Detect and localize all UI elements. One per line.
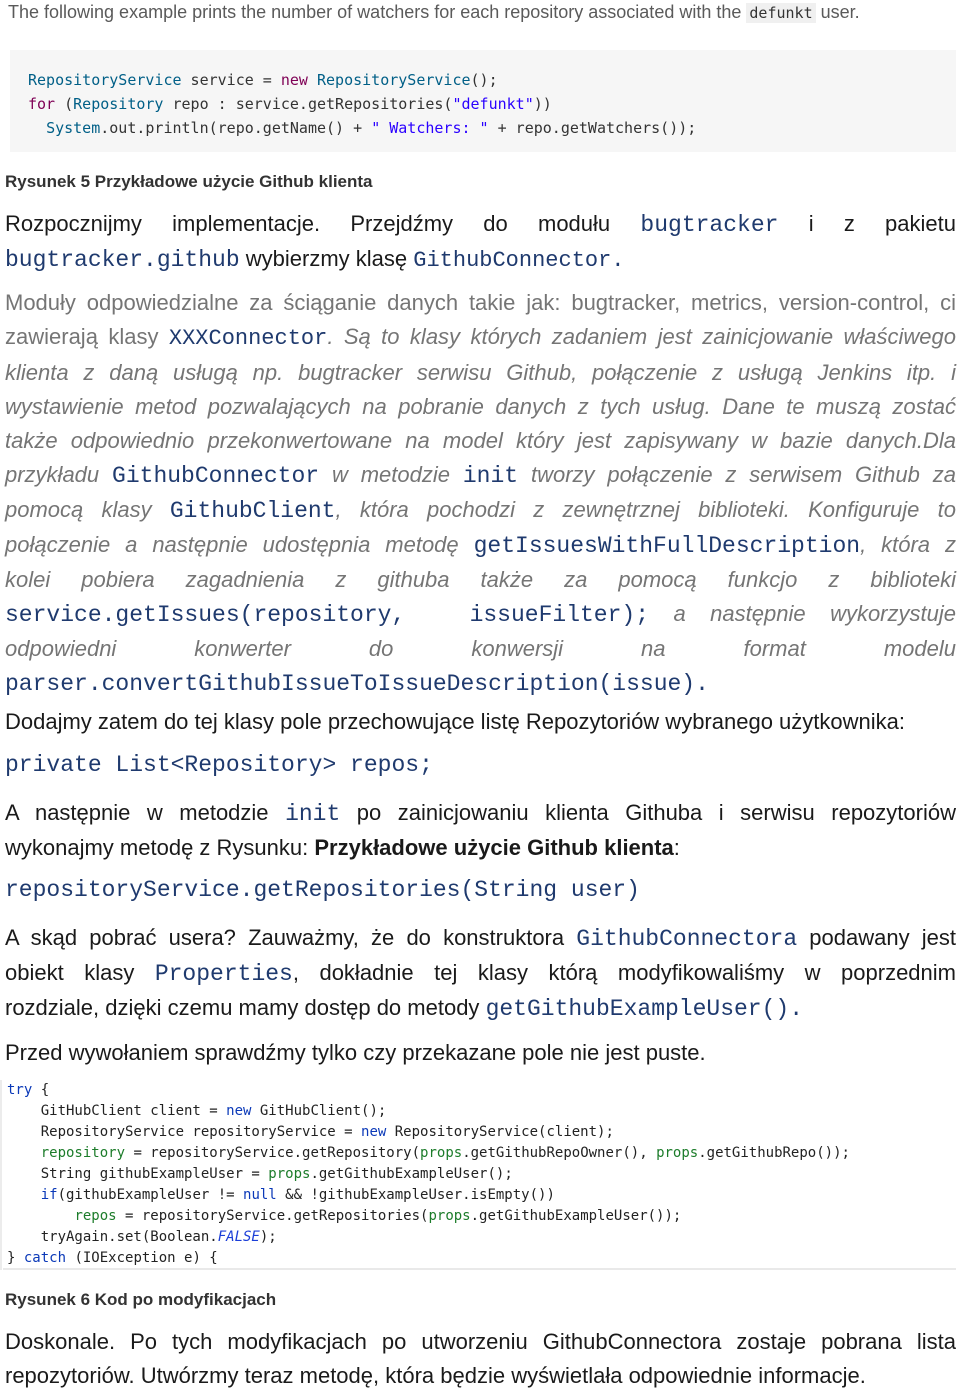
p1-text-2: i z pakietu (808, 211, 956, 236)
example-code-line-2: for (Repository repo : service.getRepositories("defunkt")) (28, 95, 552, 113)
code-line-2: GitHubClient client = new GitHubClient(); (7, 1103, 387, 1119)
p2-code-githubclient: GithubClient (169, 498, 336, 524)
intro-code: defunkt (746, 3, 815, 23)
intro-text (8, 2, 860, 23)
paragraph-7 (5, 1325, 956, 1393)
p5-code-githubconnectora: GithubConnectora (576, 926, 798, 952)
code-line-1: try { (7, 1082, 50, 1098)
p4-code-init: init (285, 801, 341, 827)
p2-line-4: wystawienie metod pozwalających na pobranie danych z tych usług. Dane te muszą zostać (5, 394, 956, 419)
p3-text: Dodajmy zatem do tej klasy pole przechowujące listę Repozytoriów wybranego użytkownika: (5, 709, 905, 734)
paragraph-5 (5, 921, 956, 1026)
p1-code-package: bugtracker.github (5, 247, 240, 273)
p2-code-connector: XXXConnector (168, 326, 328, 351)
p2-line-11: odpowiedni konwerter do konwersji na format modelu (5, 636, 956, 661)
p2-code-init: init (462, 463, 519, 489)
example-code-line-1: RepositoryService service = new RepositoryService(); (28, 71, 498, 89)
p7-line-1: Doskonale. Po tych modyfikacjach po utworzeniu GithubConnectora zostaje pobrana lista (5, 1329, 956, 1354)
paragraph-3 (5, 705, 956, 739)
p4-text-1: A następnie w metodzie (5, 800, 269, 825)
example-code-line-3: System.out.println(repo.getName() + " Watchers: " + repo.getWatchers()); (46, 119, 697, 137)
p5-code-properties: Properties (154, 961, 293, 987)
code-line-9: } catch (IOException e) { (7, 1250, 218, 1266)
intro-text-after: user. (820, 2, 860, 22)
figure-6-caption: Rysunek 6 Kod po modyfikacjach (5, 1290, 277, 1309)
p2-text-8: w metodzie (331, 462, 450, 487)
code-line-3: RepositoryService repositoryService = new RepositoryService(client); (7, 1124, 614, 1140)
paragraph-1 (5, 207, 956, 278)
p5-text-2: podawany jest (809, 925, 956, 950)
figure-5-caption: Rysunek 5 Przykładowe użycie Github klienta (5, 172, 373, 191)
p2-text-10: pomocą klasy (5, 497, 152, 522)
p1-code-class: GithubConnector. (413, 248, 625, 273)
p2-line-5: także odpowiednio przekonwertowane na model który jest zapisywany w bazie danych.Dla (5, 428, 956, 453)
p2-text-9: tworzy połączenie z serwisem Github za (530, 462, 956, 487)
p2-text-2: zawierają klasy (5, 324, 159, 349)
p2-code-getissues-full: getIssuesWithFullDescription (473, 533, 861, 559)
p1-text-3: wybierzmy klasę (245, 246, 408, 271)
p2-code-githubconnector: GithubConnector (112, 463, 320, 489)
p2-text-12: połączenie a następnie udostępnia metodę (5, 532, 459, 557)
code-gutter (0, 1080, 2, 1270)
code-line-4: repository = repositoryService.getRepository(props.getGithubRepoOwner(), props.getGithubRepo()); (40, 1145, 850, 1161)
p2-text-7: przykładu (5, 462, 100, 487)
p2-line-1: Moduły odpowiedzialne za ściąganie danych takie jak: bugtracker, metrics, version-control, ci (5, 290, 956, 315)
p2-text-13: , która z (860, 532, 956, 557)
p5-text-5: rozdziale, dzięki czemu mamy dostęp do metody (5, 995, 480, 1020)
paragraph-2 (5, 286, 956, 701)
p2-text-11: , która pochodzi z zewnętrznej biblioteki. Konfiguruje to (335, 497, 956, 522)
p2-text-3: . Są to klasy których zadaniem jest zainicjowanie właściwego (327, 324, 956, 349)
p3-code-field: private List<Repository> repos; (5, 752, 433, 778)
p4-code-call: repositoryService.getRepositories(String user) (5, 877, 640, 903)
p2-line-3: klienta z daną usługą np. bugtracker serwisu Github, połączenie z usługą Jenkins itp. i (5, 360, 956, 385)
p4-text-4: : (673, 835, 680, 860)
p4-text-3: wykonajmy metodę z Rysunku: (5, 835, 309, 860)
modified-code-block (3, 1080, 956, 1270)
p5-code-getuser: getGithubExampleUser(). (485, 996, 804, 1022)
p1-text-1: Rozpocznijmy implementacje. Przejdźmy do modułu (5, 211, 611, 236)
code-line-6: if(githubExampleUser != null && !githubExampleUser.isEmpty()) (40, 1187, 555, 1203)
p5-text-4: , dokładnie tej klasy którą modyfikowaliśmy w poprzednim (292, 960, 956, 985)
code-line-8: tryAgain.set(Boolean.FALSE); (7, 1229, 277, 1245)
p4-text-2: po zainicjowaniu klienta Githuba i serwisu repozytoriów (356, 800, 956, 825)
code-line-5: String githubExampleUser = props.getGithubExampleUser(); (7, 1166, 513, 1182)
p5-text-3: obiekt klasy (5, 960, 135, 985)
p1-code-bugtracker: bugtracker (640, 212, 779, 238)
example-code-block (10, 50, 956, 152)
p2-code-service-getissues: service.getIssues(repository, issueFilter); (5, 602, 650, 628)
p2-code-parser: parser.convertGithubIssueToIssueDescription(issue). (5, 671, 709, 697)
p2-text-15: a następnie wykorzystuje (673, 601, 956, 626)
p6-text: Przed wywołaniem sprawdźmy tylko czy przekazane pole nie jest puste. (5, 1040, 706, 1065)
intro-text-before: The following example prints the number of watchers for each repository associated with the (8, 2, 742, 22)
code-line-7: repos = repositoryService.getRepositories(props.getGithubExampleUser()); (74, 1208, 682, 1224)
p2-line-9: kolei pobiera zagadnienia z githuba także za pomocą funkcjo z biblioteki (5, 567, 956, 592)
p5-text-1: A skąd pobrać usera? Zauważmy, że do konstruktora (5, 925, 565, 950)
p4-bold-ref: Przykładowe użycie Github klienta (314, 835, 674, 860)
paragraph-4 (5, 796, 956, 865)
p7-line-2: repozytoriów. Utwórzmy teraz metodę, która będzie wyświetlała odpowiednie informacje. (5, 1363, 866, 1388)
paragraph-6 (5, 1036, 956, 1070)
